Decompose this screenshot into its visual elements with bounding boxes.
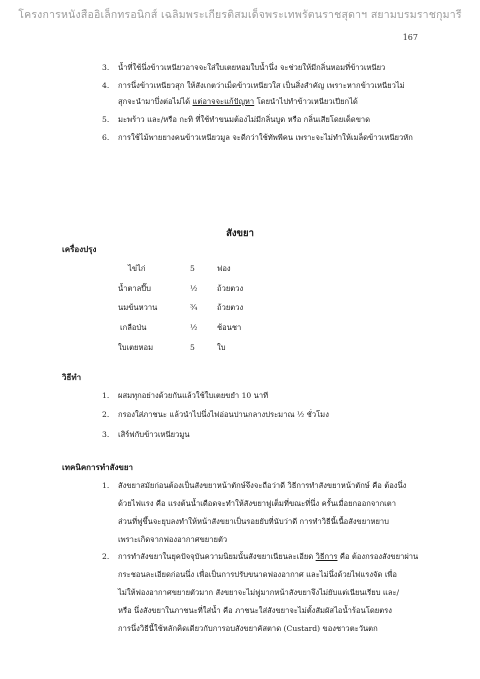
- list-item: [118, 552, 418, 562]
- list-item: สังขยาสมัยก่อนต้องเป็นสังขยาหน้าตักษ์จึงจะถือว่าดี วิธีการทำสังขยาหน้าตักษ์ คือ ต้องนึ่ง: [118, 481, 407, 490]
- ingredient-name: ไข่ไก่: [128, 264, 146, 273]
- ingredient-unit: ถ้วยตวง: [217, 303, 244, 312]
- list-item-continuation: เพราะเกิดจากฟองอากาศขยายตัว: [118, 535, 228, 544]
- list-item-continuation: การนึ่งวิธีนี้ใช้หลักคิดเดียวกับการอบสังขยาคัสตาด (Custard) ของชาวตะวันตก: [118, 624, 378, 633]
- ingredient-unit: ถ้วยตวง: [217, 284, 244, 293]
- list-number: 1.: [102, 391, 110, 400]
- ingredient-name: ใบเตยหอม: [118, 343, 154, 352]
- list-item: กรองใส่ภาชนะ แล้วนำไปนึ่งไฟอ่อนปานกลางประมาณ ½ ชั่วโมง: [118, 410, 329, 419]
- ingredient-qty: 5: [190, 343, 195, 352]
- techniques-heading: เทคนิคการทำสังขยา: [62, 462, 134, 472]
- list-number: 5.: [102, 115, 110, 124]
- list-item-continuation: หรือ นึ่งสังขยาในภาชนะที่ใส่น้ำ คือ ภาชนะใส่สังขยาจะไม่ตั้งสัมผัสไอน้ำร้อนโดยตรง: [118, 606, 392, 615]
- ingredient-unit: ใบ: [217, 343, 226, 352]
- list-item-continuation: ไม่ให้ฟองอากาศขยายตัวมาก สังขยาจะไม่ฟูมากหน้าสังขยาจึงไม่ยับแต่เนียนเรียบ และ/: [118, 588, 400, 597]
- ingredient-qty: 5: [190, 264, 195, 273]
- list-number: 3.: [102, 430, 110, 439]
- list-number: 4.: [102, 81, 110, 90]
- text: สุกจะนำมาบึ่งต่อไม่ได้: [118, 97, 193, 106]
- ingredient-name: น้ำตาลปี๊บ: [118, 284, 151, 293]
- list-number: 1.: [102, 481, 110, 490]
- list-item-continuation: [118, 97, 358, 107]
- recipe-title: สังขยา: [226, 228, 254, 239]
- list-item: มะพร้าว และ/หรือ กะทิ ที่ใช้ทำขนมต้องไม่มีกลิ่นบูด หรือ กลิ่นเสียโดยเด็ดขาด: [118, 115, 371, 124]
- page-header: โครงการหนังสืออิเล็กทรอนิกส์ เฉลิมพระเกียรติสมเด็จพระเทพรัตนราชสุดาฯ สยามบรมราชกุมารี: [18, 9, 462, 21]
- page-number: 167: [402, 33, 418, 42]
- list-item-continuation: ส่วนที่ฟูขึ้นจะยุบลงทำให้หน้าสังขยาเป็นรอยยับที่นับว่าดี การทำวิธีนี้เนื้อสังขยาหยาบ: [118, 517, 389, 526]
- text: โดยนำไปทำข้าวเหนียวเปียกได้: [254, 97, 358, 106]
- list-item-continuation: ด้วยไฟแรง คือ แรงต้นน้ำเดือดจะทำให้สังขยาฟูเต็มที่ขณะที่นึ่ง ครั้นเมื่อยกออกจากเตา: [118, 499, 396, 508]
- text: คือ ต้องกรองสังขยาผ่าน: [337, 552, 419, 561]
- ingredient-unit: ช้อนชา: [217, 323, 242, 332]
- ingredients-heading: เครื่องปรุง: [62, 244, 97, 254]
- ingredient-qty: ½: [190, 323, 198, 332]
- text: การทำสังขยาในยุคปัจจุบันความนิยมนั้นสังขยาเนียนละเอียด: [118, 552, 316, 561]
- list-number: 2.: [102, 410, 110, 419]
- ingredient-qty: ¾: [190, 303, 198, 312]
- underlined-text: วิธีการ: [315, 552, 338, 561]
- list-number: 3.: [102, 63, 110, 72]
- ingredient-qty: ½: [190, 284, 198, 293]
- list-item-continuation: กระชอนละเอียดก่อนนึ่ง เพื่อเป็นการปรับขนาดฟองอากาศ และไม่นึ่งด้วยไฟแรงจัด เพื่อ: [118, 570, 397, 579]
- ingredient-name: นมข้นหวาน: [118, 303, 158, 312]
- method-heading: วิธีทำ: [62, 372, 82, 382]
- ingredient-unit: ฟอง: [217, 264, 231, 273]
- list-item: การนึ่งข้าวเหนียวสุก ให้สังเกตว่าเม็ดข้าวเหนียวใส เป็นสิ่งสำคัญ เพราะหากข้าวเหนียวไม่: [118, 81, 405, 90]
- list-number: 2.: [102, 552, 110, 561]
- ingredient-name: เกลือป่น: [120, 323, 147, 332]
- list-item: น้ำที่ใช้นึ่งข้าวเหนียวอาจจะใส่ใบเตยหอมใบน้ำนึ่ง จะช่วยให้มีกลิ่นหอมที่ข้าวเหนียว: [118, 63, 386, 72]
- list-number: 6.: [102, 133, 110, 142]
- list-item: การใช้ไม้พายยางคนข้าวเหนียวมูล จะดีกว่าใช้ทัพพีคน เพราะจะไม่ทำให้เมล็ดข้าวเหนียวหัก: [118, 133, 413, 142]
- underlined-text: แต่อาจจะแก้ปัญหา: [192, 97, 255, 106]
- list-item: เสิร์ฟกับข้าวเหนียวมูน: [118, 430, 190, 439]
- list-item: ผสมทุกอย่างด้วยกันแล้วใช้ใบเตยขยำ 10 นาที: [118, 391, 269, 400]
